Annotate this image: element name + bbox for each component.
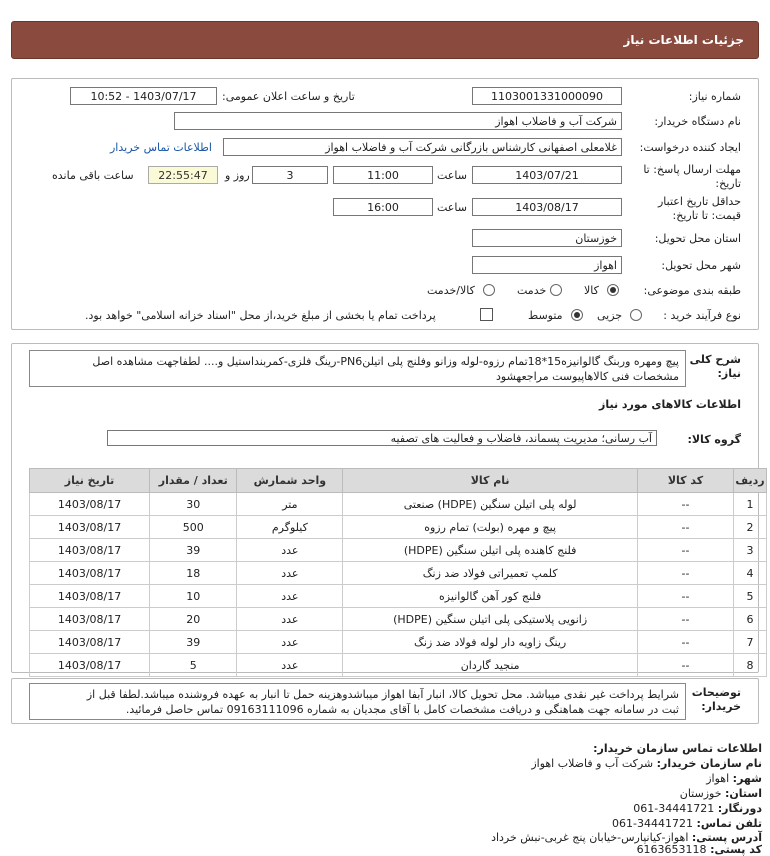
cell-date: 1403/08/17: [30, 654, 150, 677]
cell-unit: متر: [237, 493, 343, 516]
goods-section-title: اطلاعات کالاهای مورد نیاز: [599, 398, 741, 411]
category-goods-label: کالا: [584, 284, 599, 297]
days-remaining-field: 3: [252, 166, 328, 184]
cell-unit: کیلوگرم: [237, 516, 343, 539]
remaining-label: ساعت باقی مانده: [52, 169, 134, 182]
cell-idx: 1: [734, 493, 767, 516]
cell-unit: عدد: [237, 562, 343, 585]
contact-org: نام سازمان خریدار: شرکت آب و فاضلاب اهواز: [531, 757, 762, 770]
summary-label: شرح کلی: [689, 353, 741, 366]
cell-date: 1403/08/17: [30, 516, 150, 539]
col-qty: تعداد / مقدار: [150, 469, 237, 493]
col-name: نام کالا: [343, 469, 638, 493]
cell-code: --: [637, 654, 733, 677]
province-label: استان محل تحویل:: [654, 232, 741, 245]
contact-postal: کد پستی: 6163653118: [636, 843, 762, 856]
cell-qty: 5: [150, 654, 237, 677]
contact-phone: تلفن تماس: 34441721-061: [612, 817, 762, 830]
table-row: [30, 539, 767, 562]
cell-date: 1403/08/17: [30, 631, 150, 654]
category-both-label: کالا/خدمت: [427, 284, 475, 297]
cell-name: منجید گاردان: [343, 654, 638, 677]
cell-idx: 5: [734, 585, 767, 608]
summary-text-line-2: مشخصات فنی کالاهاپیوست مراجعهشود: [496, 370, 679, 383]
goods-group-field: آب رسانی؛ مدیریت پسماند، فاضلاب و فعالیت های تصفیه: [107, 430, 657, 446]
cell-date: 1403/08/17: [30, 539, 150, 562]
table-row: [30, 631, 767, 654]
contact-fax: دورنگار: 34441721-061: [633, 802, 762, 815]
deadline-time-field: 11:00: [333, 166, 433, 184]
process-minor-label: جزیی: [597, 309, 623, 322]
goods-table-body: [30, 493, 767, 677]
cell-unit: عدد: [237, 654, 343, 677]
goods-table-header: [30, 469, 767, 493]
cell-qty: 10: [150, 585, 237, 608]
process-minor-radio[interactable]: [630, 309, 642, 321]
cell-idx: 8: [734, 654, 767, 677]
cell-date: 1403/08/17: [30, 493, 150, 516]
cell-unit: عدد: [237, 631, 343, 654]
need-number-field: 1103001331000090: [472, 87, 622, 105]
deadline-label: مهلت ارسال پاسخ: تا: [643, 163, 741, 176]
days-label: روز و: [225, 169, 250, 182]
table-row: [30, 654, 767, 677]
validity-label-date: قیمت: تا تاریخ:: [672, 209, 741, 222]
cell-qty: 20: [150, 608, 237, 631]
cell-idx: 7: [734, 631, 767, 654]
cell-code: --: [637, 585, 733, 608]
cell-unit: عدد: [237, 608, 343, 631]
contact-address: آدرس پستی: اهواز-کیانپارس-خیابان پنج غربی-نبش خرداد: [491, 831, 762, 844]
summary-text-line-1: پیچ ومهره وربنگ گالوانیزه15*18تمام رزوه-لوله وزانو وفلنج پلی اتیلنPN6-رینگ فلزی-کمربنداستیل و.... لطفاجهت مشاهده اصل: [92, 355, 679, 368]
creator-label: ایجاد کننده درخواست:: [639, 141, 741, 154]
notes-label: توضیحات: [691, 686, 741, 699]
province-field: خوزستان: [472, 229, 622, 247]
category-goods-radio[interactable]: [607, 284, 619, 296]
goods-table: [29, 468, 767, 677]
cell-qty: 500: [150, 516, 237, 539]
contact-title: اطلاعات تماس سازمان خریدار:: [593, 742, 762, 755]
cell-name: رینگ زاویه دار لوله فولاد ضد زنگ: [343, 631, 638, 654]
page-header: [11, 21, 759, 59]
cell-qty: 18: [150, 562, 237, 585]
table-row: [30, 516, 767, 539]
cell-name: فلنج کور آهن گالوانیزه: [343, 585, 638, 608]
cell-unit: عدد: [237, 585, 343, 608]
cell-name: زانویی پلاستیکی پلی اتیلن سنگین (HDPE): [343, 608, 638, 631]
cell-unit: عدد: [237, 539, 343, 562]
cell-date: 1403/08/17: [30, 585, 150, 608]
cell-name: لوله پلی اتیلن سنگین (HDPE) صنعتی: [343, 493, 638, 516]
cell-name: فلنج کاهنده پلی اتیلن سنگین (HDPE): [343, 539, 638, 562]
validity-time-field: 16:00: [333, 198, 433, 216]
announce-field: 1403/07/17 - 10:52: [70, 87, 217, 105]
treasury-checkbox[interactable]: [480, 308, 493, 321]
cell-idx: 4: [734, 562, 767, 585]
treasury-note: پرداخت تمام یا بخشی از مبلغ خرید،از محل "اسناد خزانه اسلامی" خواهد بود.: [85, 309, 436, 322]
cell-idx: 2: [734, 516, 767, 539]
col-date: تاریخ نیاز: [30, 469, 150, 493]
col-unit: واحد شمارش: [237, 469, 343, 493]
cell-qty: 30: [150, 493, 237, 516]
table-row: [30, 562, 767, 585]
cell-code: --: [637, 631, 733, 654]
category-both-radio[interactable]: [483, 284, 495, 296]
table-row: [30, 493, 767, 516]
buyer-org-label: نام دستگاه خریدار:: [654, 115, 741, 128]
summary-text-box: [29, 350, 686, 387]
category-service-label: خدمت: [517, 284, 547, 297]
cell-name: پیچ و مهره (بولت) تمام رزوه: [343, 516, 638, 539]
process-medium-radio[interactable]: [571, 309, 583, 321]
table-row: [30, 585, 767, 608]
process-label: نوع فرآیند خرید :: [663, 309, 741, 322]
cell-idx: 6: [734, 608, 767, 631]
buyer-org-field: شرکت آب و فاضلاب اهواز: [174, 112, 622, 130]
col-index: ردیف: [734, 469, 767, 493]
cell-qty: 39: [150, 631, 237, 654]
cell-date: 1403/08/17: [30, 608, 150, 631]
category-service-radio[interactable]: [550, 284, 562, 296]
category-label: طبقه بندی موضوعی:: [643, 284, 741, 297]
cell-code: --: [637, 608, 733, 631]
cell-code: --: [637, 562, 733, 585]
cell-name: کلمپ تعمیراتی فولاد ضد زنگ: [343, 562, 638, 585]
creator-field: غلامعلی اصفهانی کارشناس بازرگانی شرکت آب و فاضلاب اهواز: [223, 138, 622, 156]
countdown-timer: 22:55:47: [148, 166, 218, 184]
cell-qty: 39: [150, 539, 237, 562]
process-medium-label: متوسط: [528, 309, 563, 322]
col-code: کد کالا: [637, 469, 733, 493]
notes-text-line-1: شرایط پرداخت غیر نقدی میباشد. محل تحویل کالا، انبار آبفا اهواز میباشدوهزینه حمل تا انبار به عهده فروشنده میباشد.لطفا قبل از: [86, 688, 679, 701]
contact-province: استان: خوزستان: [679, 787, 762, 800]
validity-date-field: 1403/08/17: [472, 198, 622, 216]
table-row: [30, 608, 767, 631]
summary-label-2: نیاز:: [717, 367, 741, 380]
buyer-contact-link[interactable]: اطلاعات تماس خریدار: [110, 141, 212, 154]
validity-label: حداقل تاریخ اعتبار: [657, 195, 741, 208]
deadline-time-label: ساعت: [437, 169, 467, 182]
goods-group-label: گروه کالا:: [687, 433, 741, 446]
cell-code: --: [637, 493, 733, 516]
validity-time-label: ساعت: [437, 201, 467, 214]
notes-label-2: خریدار:: [701, 700, 741, 713]
page-title: جزئیات اطلاعات نیاز: [623, 33, 744, 47]
city-field: اهواز: [472, 256, 622, 274]
deadline-label-date: تاریخ:: [715, 177, 741, 190]
cell-code: --: [637, 516, 733, 539]
cell-code: --: [637, 539, 733, 562]
deadline-date-field: 1403/07/21: [472, 166, 622, 184]
notes-text-box: [29, 683, 686, 720]
cell-date: 1403/08/17: [30, 562, 150, 585]
need-number-label: شماره نیاز:: [688, 90, 741, 103]
city-label: شهر محل تحویل:: [661, 259, 741, 272]
announce-label: تاریخ و ساعت اعلان عمومی:: [222, 90, 355, 103]
contact-city: شهر: اهواز: [706, 772, 762, 785]
notes-text-line-2: ثبت در سامانه جهت هماهنگی و دریافت مشخصات کامل با آقای مجدیان به شماره 09163111096 تماس حاصل فرمائید.: [125, 703, 679, 716]
cell-idx: 3: [734, 539, 767, 562]
